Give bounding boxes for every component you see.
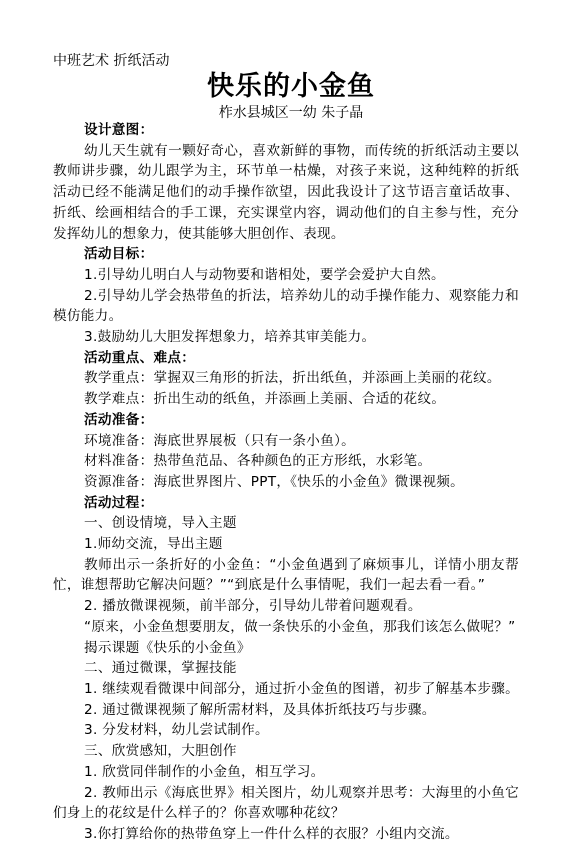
- paragraph: 资源准备：海底世界图片、PPT，《快乐的小金鱼》微课视频。: [84, 473, 465, 490]
- paragraph: 2. 播放微课视频，前半部分，引导幼儿带着问题观看。: [84, 598, 422, 615]
- paragraph: 2. 教师出示《海底世界》相关图片，幼儿观察并思考：大海里的小鱼它们身上的花纹是什么样子的？你喜欢哪种花纹？: [53, 784, 520, 822]
- paragraph: 1.师幼交流，导出主题: [84, 536, 223, 553]
- paragraph: 三、欣赏感知，大胆创作: [84, 743, 237, 760]
- document-body: [53, 120, 519, 845]
- section-heading: 活动目标：: [84, 246, 154, 263]
- paragraph: 3.你打算给你的热带鱼穿上一件什么样的衣服？小组内交流。: [84, 825, 459, 842]
- paragraph: 教师出示一条折好的小金鱼：“小金鱼遇到了麻烦事儿，详情小朋友帮忙，谁想帮助它解决问题？”“到底是什么事情呢，我们一起去看一看。”: [53, 556, 519, 594]
- paragraph: “原来，小金鱼想要朋友，做一条快乐的小金鱼，那我们该怎么做呢？”: [84, 618, 516, 635]
- paragraph: 3. 分发材料，幼儿尝试制作。: [84, 722, 269, 739]
- document-title: 快乐的小金鱼: [207, 71, 375, 102]
- author-line: 柞水县城区一幼 朱子晶: [218, 105, 364, 121]
- paragraph: 1. 继续观看微课中间部分，通过折小金鱼的图谱，初步了解基本步骤。: [84, 680, 520, 697]
- paragraph: 2. 通过微课视频了解所需材料，及具体折纸技巧与步骤。: [84, 701, 436, 718]
- paragraph: 1. 欣赏同伴制作的小金鱼，相互学习。: [84, 763, 325, 780]
- paragraph: 3.鼓励幼儿大胆发挥想象力，培养其审美能力。: [84, 329, 376, 346]
- section-heading: 活动重点、难点：: [84, 349, 196, 366]
- section-heading: 活动准备：: [84, 411, 154, 428]
- paragraph: 揭示课题《快乐的小金鱼》: [84, 639, 251, 656]
- paragraph: 二、通过微课，掌握技能: [84, 660, 237, 677]
- paragraph: 环境准备：海底世界展板（只有一条小鱼）。: [84, 432, 356, 449]
- paragraph: 教学重点：掌握双三角形的折法，折出纸鱼，并添画上美丽的花纹。: [84, 370, 501, 387]
- paragraph: 材料准备：热带鱼范品、各种颜色的正方形纸，水彩笔。: [84, 453, 432, 470]
- paragraph: 1.引导幼儿明白人与动物要和谐相处，要学会爱护大自然。: [84, 266, 445, 283]
- activity-subheading: 中班艺术 折纸活动: [53, 53, 170, 69]
- section-heading: 活动过程：: [84, 494, 154, 511]
- paragraph: 教学难点：折出生动的纸鱼，并添画上美丽、合适的花纹。: [84, 391, 446, 408]
- paragraph: 一、创设情境，导入主题: [84, 515, 237, 532]
- section-heading: 设计意图：: [84, 122, 154, 138]
- paragraph: 幼儿天生就有一颗好奇心，喜欢新鲜的事物，而传统的折纸活动主要以教师讲步骤，幼儿跟学为主，环节单一枯燥，对孩子来说，这种纯粹的折纸活动已经不能满足他们的动手操作欲望，因此我设计了这节语言童话故事、折纸、绘画相结合的手工课，充实课堂内容，调动他们的自主参与性，充分发挥幼儿的想象力，使其能够大胆创作、表现。: [53, 142, 519, 242]
- paragraph: 2.引导幼儿学会热带鱼的折法，培养幼儿的动手操作能力、观察能力和模仿能力。: [53, 287, 519, 325]
